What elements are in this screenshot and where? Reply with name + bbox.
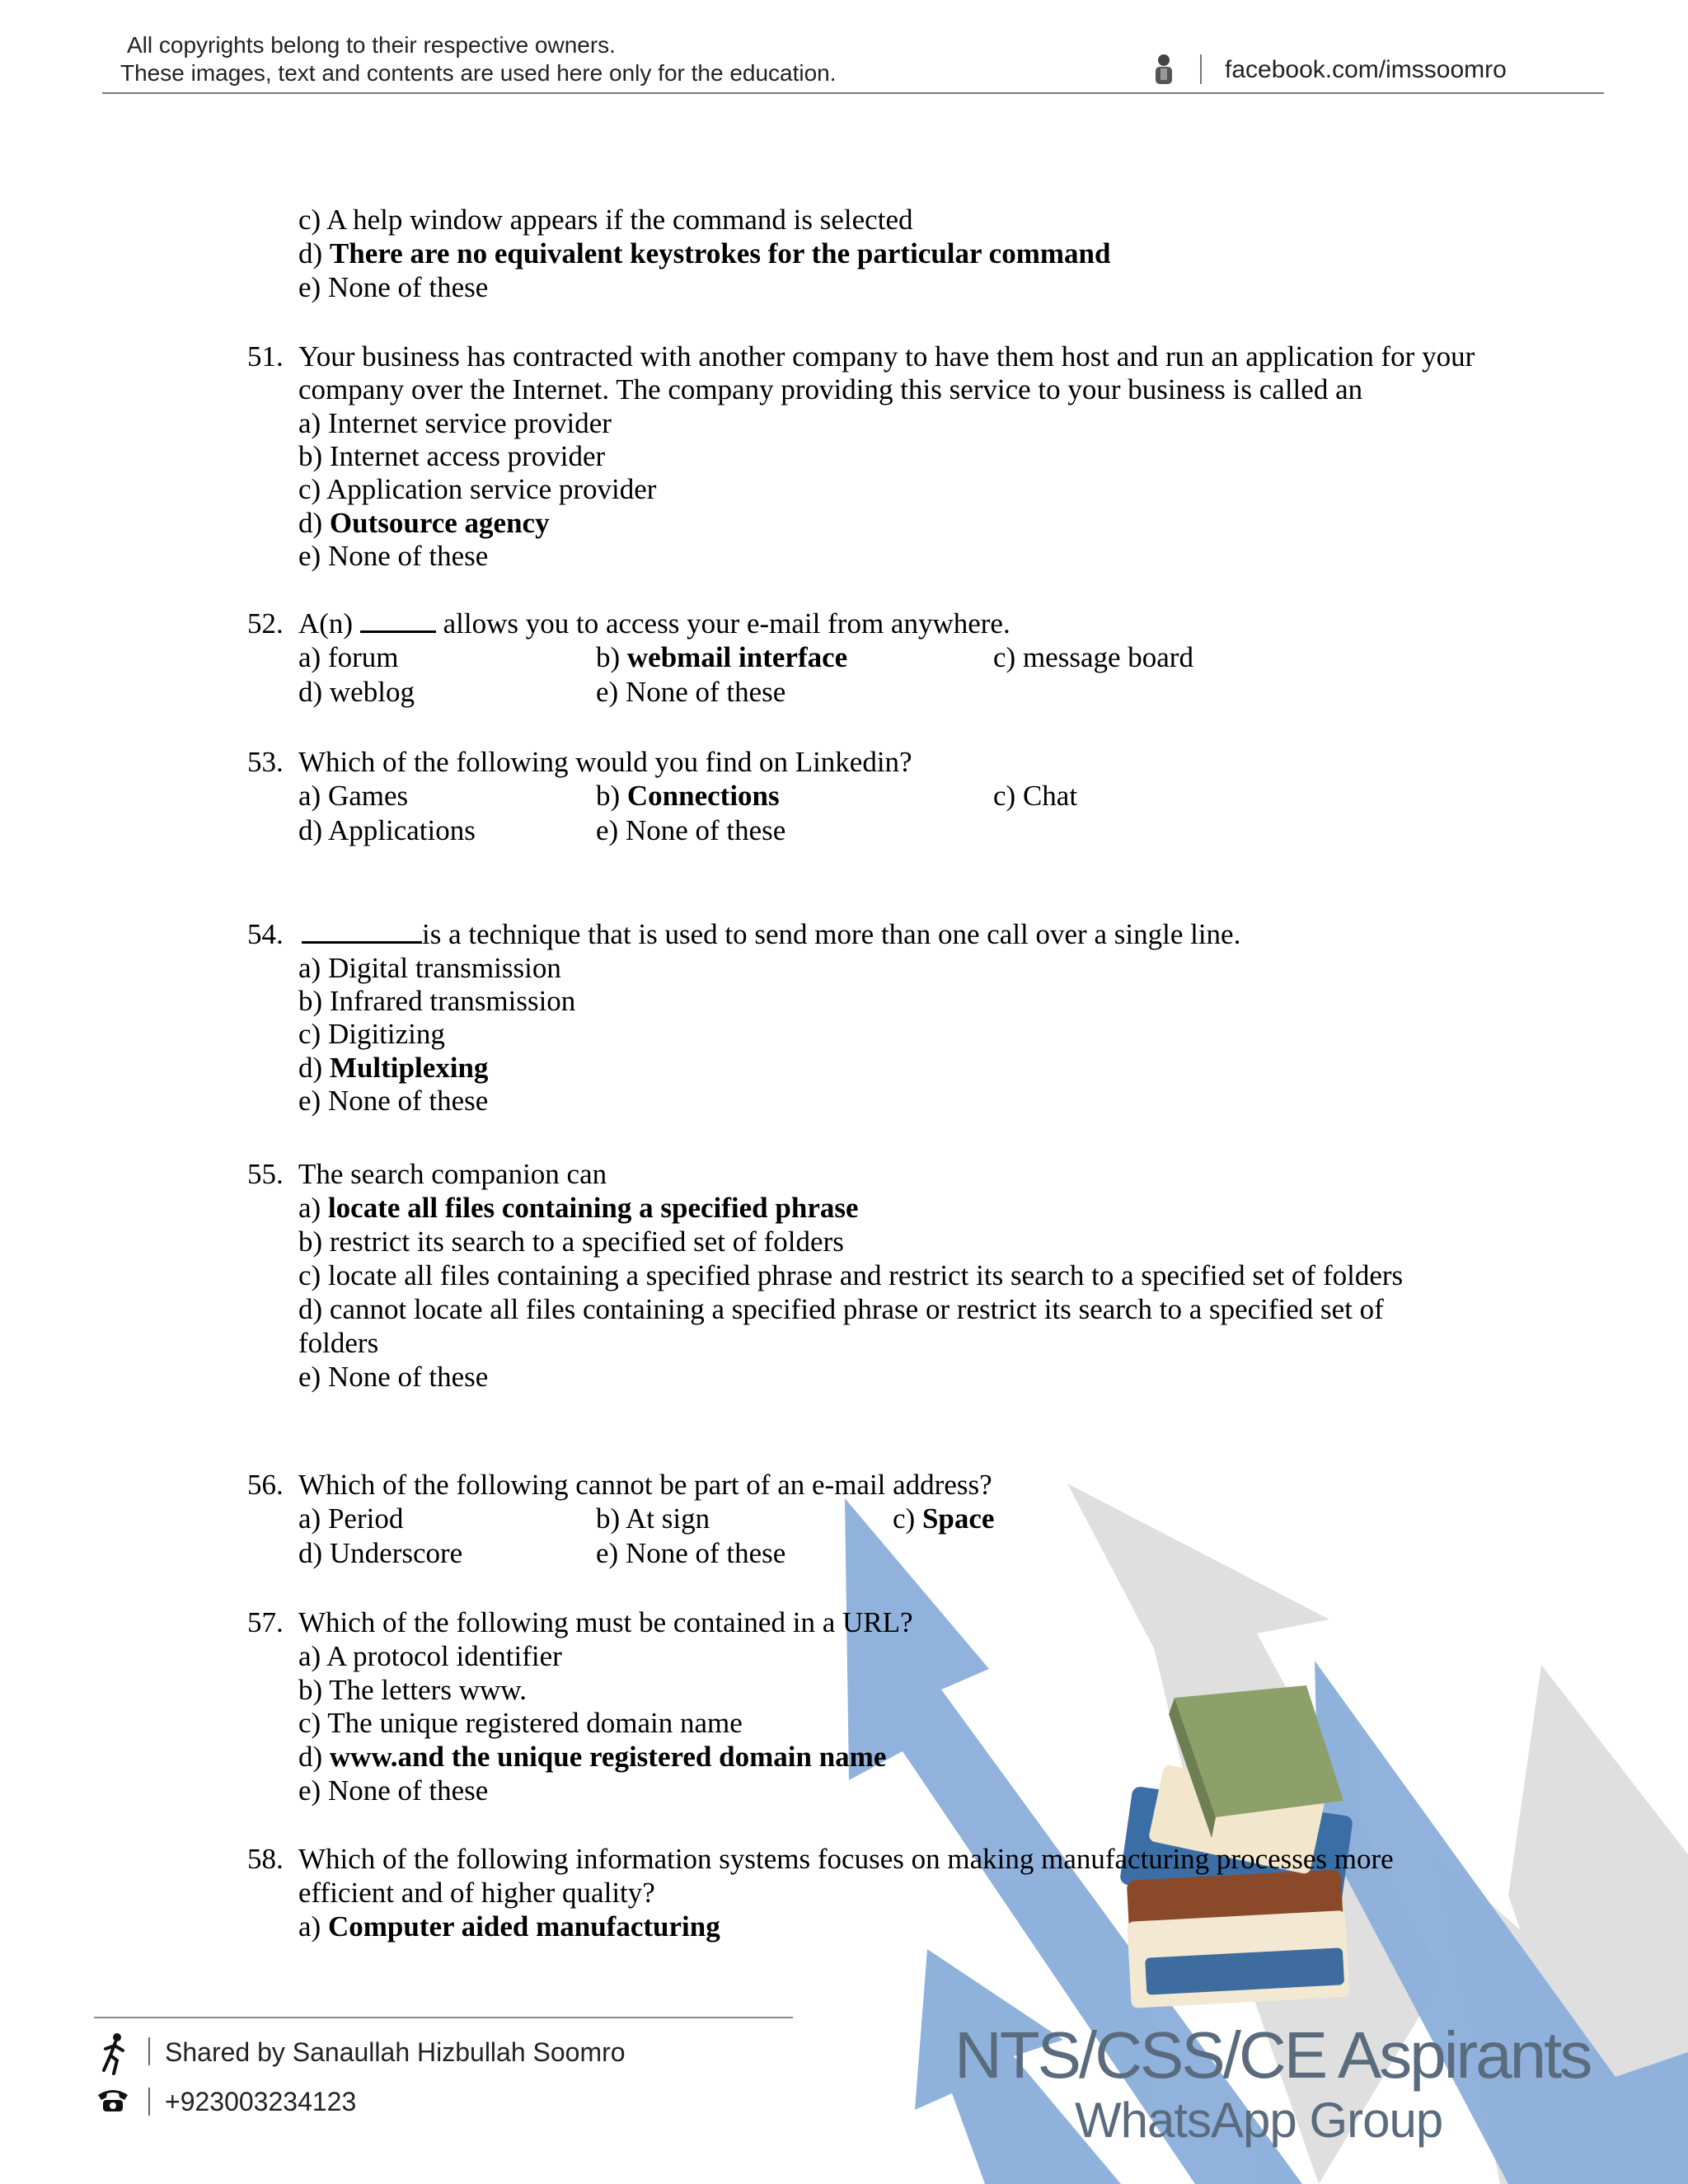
question-number: 51. (247, 340, 284, 373)
option-c: c) Chat (993, 780, 1078, 812)
option-b: b) Infrared transmission (298, 985, 576, 1017)
option-d: d) weblog (298, 676, 415, 708)
correct-answer: locate all files containing a specified phrase (327, 1192, 859, 1224)
option-b: b) The letters www. (298, 1674, 528, 1706)
option-b (596, 641, 847, 674)
option-prefix: d) (298, 507, 330, 539)
question-stem: Your business has contracted with another company to have them host and run an application for your company over the Internet. The company providing this service to your business is called an (298, 340, 1475, 405)
option-prefix: c) (893, 1502, 922, 1535)
option-d (298, 1052, 488, 1085)
question-number: 56. (247, 1469, 284, 1501)
footer-separator (148, 2037, 150, 2065)
option-d: d) cannot locate all files containing a specified phrase or restrict its search to a specified set of (298, 1293, 1384, 1325)
option-prefix: d) (298, 1052, 330, 1084)
question-stem: Which of the following must be contained in a URL? (298, 1606, 913, 1638)
option-e: e) None of these (596, 676, 786, 708)
option-b: b) At sign (596, 1502, 710, 1535)
option-e: e) None of these (298, 540, 489, 572)
correct-answer: www.and the unique registered domain name (329, 1741, 887, 1773)
option-e: e) None of these (596, 1537, 786, 1569)
facebook-link[interactable]: facebook.com/imssoomro (1225, 56, 1507, 83)
option-prefix: b) (596, 641, 627, 673)
question-number: 54. (247, 918, 284, 950)
option-c: c) A help window appears if the command is selected (298, 204, 913, 236)
correct-answer: There are no equivalent keystrokes for the particular command (329, 237, 1111, 269)
option-e: e) None of these (298, 1361, 489, 1393)
option-a: a) Period (298, 1502, 404, 1535)
fill-in-blank (360, 607, 436, 633)
option-b (596, 780, 780, 813)
option-d-continued: folders (298, 1327, 379, 1359)
question-stem: Which of the following information systems focuses on making manufacturing processes more (298, 1843, 1394, 1875)
option-c (893, 1502, 994, 1535)
option-c: c) locate all files containing a specified phrase and restrict its search to a specified set of folders (298, 1259, 1404, 1291)
correct-answer: Connections (626, 780, 780, 812)
option-b: b) restrict its search to a specified set of folders (298, 1226, 844, 1258)
question-number: 58. (247, 1843, 284, 1875)
copyright-line-1: All copyrights belong to their respective owners. (127, 32, 616, 58)
question-stem: A(n) allows you to access your e-mail from anywhere. (298, 607, 1010, 640)
option-d: d) Underscore (298, 1537, 463, 1569)
option-e: e) None of these (298, 271, 489, 303)
option-d (298, 507, 550, 540)
question-stem: The search companion can (298, 1158, 607, 1190)
option-a: a) Internet service provider (298, 407, 612, 439)
option-e: e) None of these (298, 1085, 489, 1117)
option-a: a) Games (298, 780, 409, 812)
option-c: c) Digitizing (298, 1018, 445, 1050)
option-a: a) Digital transmission (298, 952, 561, 984)
correct-answer: Space (921, 1502, 995, 1535)
telephone-icon (96, 2085, 130, 2115)
option-d: d) Applications (298, 814, 476, 846)
question-number: 52. (247, 607, 284, 640)
option-e: e) None of these (298, 1774, 489, 1807)
option-a (298, 1192, 859, 1225)
fill-in-blank (302, 918, 422, 944)
option-prefix: b) (596, 780, 627, 812)
shared-by-text: Shared by Sanaullah Hizbullah Soomro (165, 2037, 626, 2067)
option-a (298, 1910, 720, 1943)
correct-answer: Multiplexing (329, 1052, 489, 1084)
copyright-line-2: These images, text and contents are used here only for the education. (120, 60, 837, 86)
question-stem-continued: efficient and of higher quality? (298, 1877, 655, 1909)
question-number: 55. (247, 1158, 284, 1190)
footer-separator (148, 2088, 150, 2116)
correct-answer: Outsource agency (329, 507, 550, 539)
group-title: NTS/CSS/CE Aspirants (954, 2018, 1591, 2092)
phone-number[interactable]: +923003234123 (165, 2087, 357, 2116)
footer-rule (94, 2017, 793, 2018)
question-stem: Which of the following cannot be part of an e-mail address? (298, 1469, 992, 1501)
option-c: c) message board (993, 641, 1193, 673)
question-stem: Which of the following would you find on Linkedin? (298, 746, 912, 778)
option-prefix: a) (298, 1192, 328, 1224)
option-a: a) forum (298, 641, 399, 673)
option-c: c) Application service provider (298, 473, 657, 505)
running-man-icon (96, 2032, 132, 2075)
option-prefix: d) (298, 237, 330, 269)
option-d (298, 1741, 886, 1774)
option-prefix: a) (298, 1910, 328, 1943)
option-a: a) A protocol identifier (298, 1640, 562, 1672)
correct-answer: webmail interface (626, 641, 848, 673)
option-b: b) Internet access provider (298, 440, 606, 472)
group-subtitle: WhatsApp Group (1075, 2093, 1443, 2148)
option-e: e) None of these (596, 814, 786, 846)
question-stem: is a technique that is used to send more than one call over a single line. (302, 918, 1240, 951)
question-number: 57. (247, 1606, 284, 1638)
option-prefix: d) (298, 1741, 330, 1773)
question-number: 53. (247, 746, 284, 778)
option-c: c) The unique registered domain name (298, 1707, 743, 1739)
correct-answer: Computer aided manufacturing (327, 1910, 720, 1943)
option-d (298, 237, 1110, 270)
